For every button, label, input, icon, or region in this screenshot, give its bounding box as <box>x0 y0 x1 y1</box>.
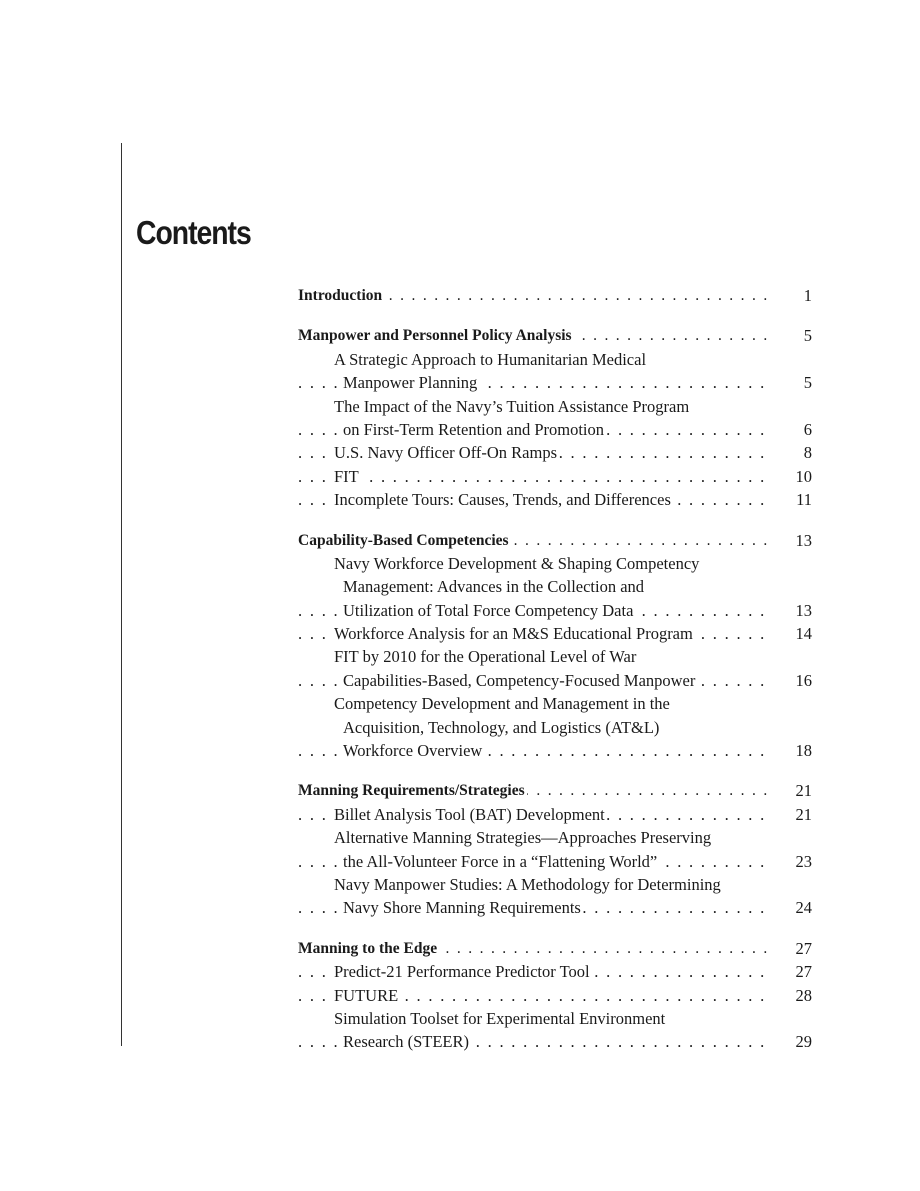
toc-entry-title: Manpower Planning <box>343 373 478 393</box>
toc-entry-title: FIT <box>334 466 359 486</box>
toc-entry-title: Workforce Analysis for an M&S Educational Program <box>334 624 693 644</box>
toc-section-title: Introduction <box>298 287 383 304</box>
toc-entry-line[interactable] <box>298 575 812 598</box>
toc-page-number: 8 <box>772 441 812 464</box>
toc-section-title: Manning Requirements/Strategies <box>298 782 525 800</box>
page-title: Contents <box>136 214 251 251</box>
toc-page-number: 29 <box>772 1030 812 1053</box>
toc-entry-title: FUTURE <box>334 985 399 1005</box>
toc-entry-title: Incomplete Tours: Causes, Trends, and Differences <box>334 490 671 510</box>
toc-section <box>298 284 812 307</box>
toc-entry-line[interactable] <box>298 960 812 983</box>
toc-page-number: 23 <box>772 850 812 873</box>
toc-entry-line[interactable] <box>298 873 812 896</box>
toc-entry-line[interactable] <box>298 418 812 441</box>
toc-entry-line[interactable] <box>298 488 812 511</box>
toc-entry-line[interactable] <box>298 348 812 371</box>
toc-section-title: Manpower and Personnel Policy Analysis <box>298 327 572 345</box>
toc-entry-title: The Impact of the Navy’s Tuition Assistance Program <box>334 396 690 416</box>
toc-entry-title: Alternative Manning Strategies—Approaches Preserving <box>334 828 712 848</box>
toc-entry-title: A Strategic Approach to Humanitarian Medical <box>334 349 647 369</box>
toc-page-number: 14 <box>772 622 812 645</box>
margin-rule <box>121 143 122 1046</box>
toc-page-number: 5 <box>772 371 812 394</box>
toc-section-line[interactable] <box>298 324 812 347</box>
toc-section-line[interactable] <box>298 937 812 960</box>
toc-entry-title: Predict-21 Performance Predictor Tool <box>334 962 590 982</box>
dot-leader <box>298 465 770 488</box>
toc-section-title: Capability-Based Competencies <box>298 531 509 549</box>
toc-entry-line[interactable] <box>298 1007 812 1030</box>
toc-entry-line[interactable] <box>298 739 812 762</box>
toc-section-title: Manning to the Edge <box>298 939 438 957</box>
toc-entry-line[interactable] <box>298 896 812 919</box>
toc-page-number: 18 <box>772 739 812 762</box>
toc-entry-line[interactable] <box>298 826 812 849</box>
toc-entry-title: Utilization of Total Force Competency Data <box>343 600 634 620</box>
toc-entry-title: U.S. Navy Officer Off-On Ramps <box>334 443 558 463</box>
toc-entry-title: Navy Workforce Development & Shaping Competency <box>334 553 700 573</box>
toc-page-number: 16 <box>772 669 812 692</box>
toc-entry-line[interactable] <box>298 441 812 464</box>
toc-page-number: 6 <box>772 418 812 441</box>
toc-section <box>298 324 812 511</box>
toc-entry-line[interactable] <box>298 716 812 739</box>
toc-page-number: 5 <box>772 324 812 347</box>
toc-page-number: 10 <box>772 465 812 488</box>
toc-entry-title: Navy Shore Manning Requirements <box>343 898 581 918</box>
toc-entry-title: Billet Analysis Tool (BAT) Development <box>334 804 605 824</box>
toc-entry-title: Competency Development and Management in the <box>334 694 670 714</box>
toc-entry-line[interactable] <box>298 803 812 826</box>
toc-entry-title: Capabilities-Based, Competency-Focused Manpower <box>343 670 696 690</box>
toc-entry-line[interactable] <box>298 692 812 715</box>
toc-entry-line[interactable] <box>298 669 812 692</box>
toc-entry-title: the All-Volunteer Force in a “Flattening World” <box>343 851 658 871</box>
toc-entry-title: Management: Advances in the Collection and <box>343 577 645 597</box>
table-of-contents <box>298 284 812 1071</box>
toc-section <box>298 937 812 1054</box>
toc-entry-line[interactable] <box>298 371 812 394</box>
toc-entry-title: Research (STEER) <box>343 1032 469 1052</box>
toc-entry-line[interactable] <box>298 850 812 873</box>
toc-entry-line[interactable] <box>298 552 812 575</box>
toc-page-number: 27 <box>772 960 812 983</box>
toc-page-number: 21 <box>772 803 812 826</box>
toc-page-number: 11 <box>772 488 812 511</box>
toc-entry-line[interactable] <box>298 395 812 418</box>
toc-page-number: 13 <box>772 599 812 622</box>
toc-entry-line[interactable] <box>298 599 812 622</box>
toc-page-number: 28 <box>772 984 812 1007</box>
toc-entry-title: Navy Manpower Studies: A Methodology for Determining <box>334 874 721 894</box>
toc-section <box>298 529 812 763</box>
toc-page-number: 13 <box>772 529 812 552</box>
toc-section-line[interactable] <box>298 529 812 552</box>
toc-entry-line[interactable] <box>298 645 812 668</box>
toc-page-number: 21 <box>772 779 812 802</box>
toc-entry-line[interactable] <box>298 465 812 488</box>
toc-section-line[interactable] <box>298 779 812 802</box>
toc-page-number: 27 <box>772 937 812 960</box>
toc-entry-line[interactable] <box>298 622 812 645</box>
toc-section <box>298 779 812 919</box>
toc-entry-title: Acquisition, Technology, and Logistics (AT&L) <box>343 717 660 737</box>
toc-entry-title: FIT by 2010 for the Operational Level of War <box>334 647 637 667</box>
toc-page-number: 1 <box>772 284 812 307</box>
toc-entry-title: on First-Term Retention and Promotion <box>343 419 604 439</box>
toc-entry-line[interactable] <box>298 984 812 1007</box>
toc-section-line[interactable] <box>298 284 812 307</box>
toc-entry-line[interactable] <box>298 1030 812 1053</box>
toc-page-number: 24 <box>772 896 812 919</box>
toc-entry-title: Simulation Toolset for Experimental Environment <box>334 1008 666 1028</box>
toc-entry-title: Workforce Overview <box>343 741 483 761</box>
